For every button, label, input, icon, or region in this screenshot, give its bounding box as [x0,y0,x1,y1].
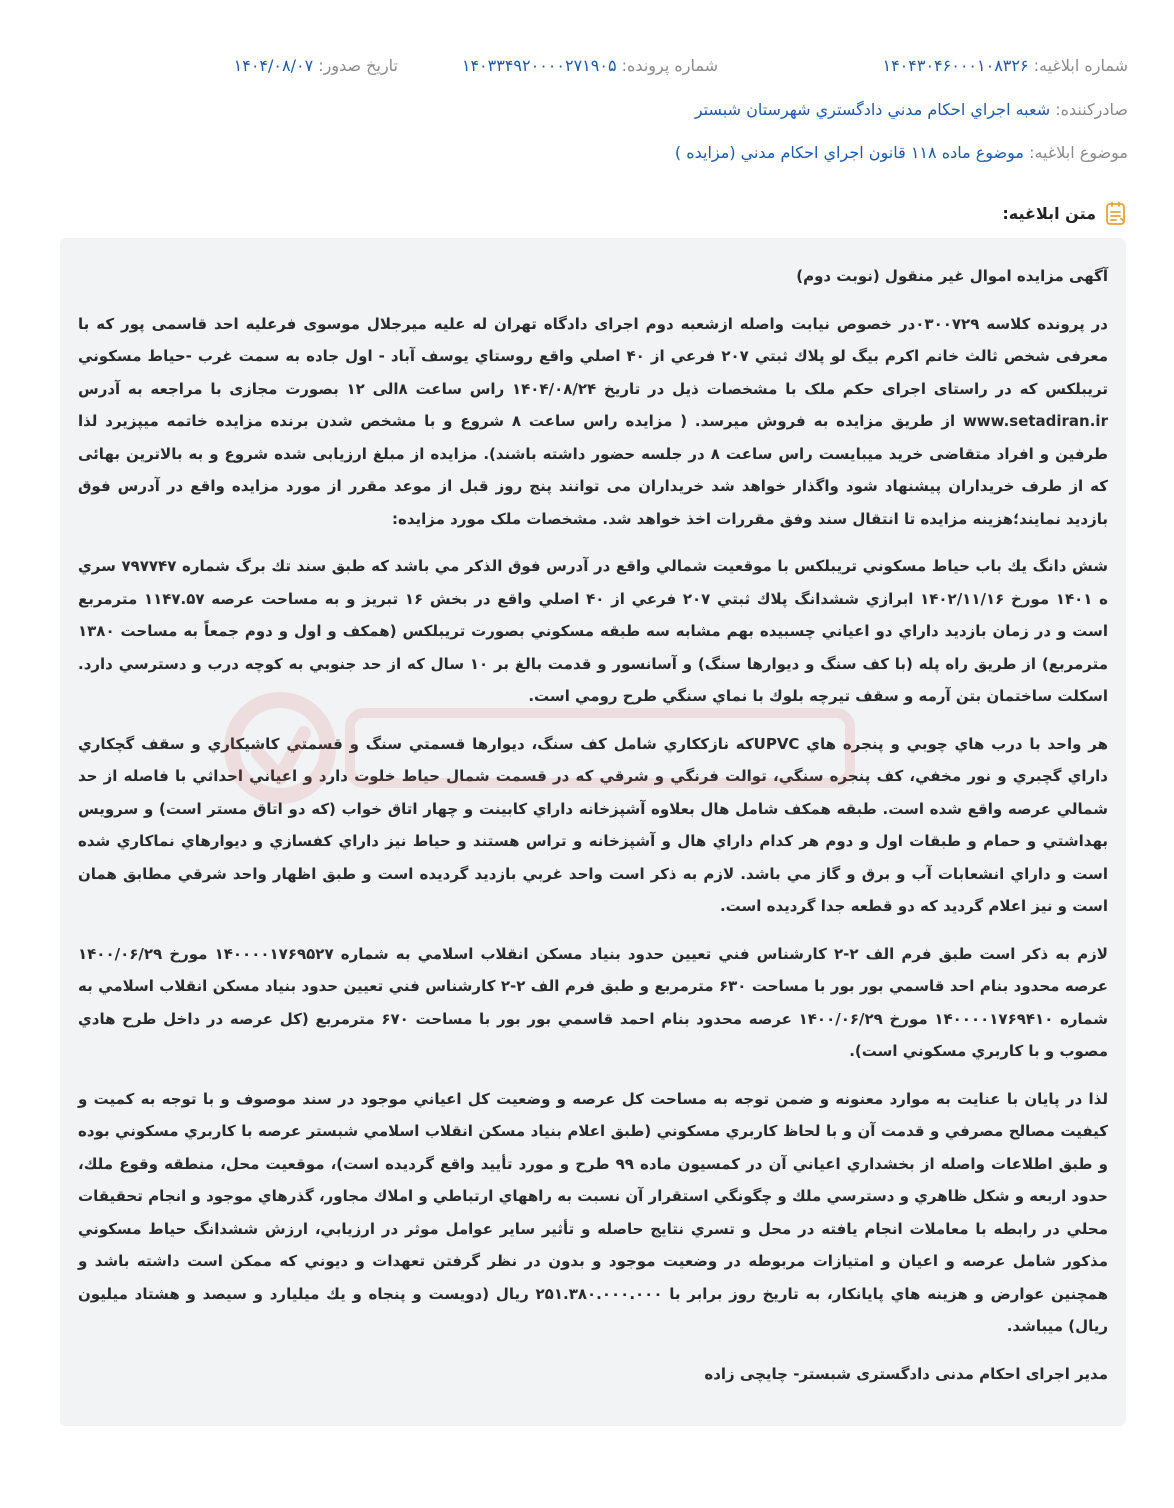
subject-label: موضوع ابلاغیه: [1029,143,1128,162]
case-number-label: شماره پرونده: [621,56,718,75]
issuer-line [46,100,1128,119]
notice-paragraph-boundaries: لازم به ذکر است طبق فرم الف ۲-۲ كارشناس فني تعيين حدود بنياد مسكن انقلاب اسلامي به شماره ۱۴۰۰۰۰۱۷۶۹۵۲۷ مورخ ۱۴۰۰/۰۶/۲۹ عرصه محدود بنام احد قاسمي بور بور با مساحت ۶۳۰ مترمربع و طبق فرم الف ۲-۲ كارشناس فني تعيين حدود بنياد مسكن انقلاب اسلامي به شماره ۱۴۰۰۰۰۱۷۶۹۴۱۰ مورخ ۱۴۰۰/۰۶/۲۹ عرصه محدود بنام احمد قاسمي بور بور با مساحت ۶۷۰ مترمربع (كل عرصه در داخل طرح هادي مصوب و با كاربري مسكوني است). [78,944,1108,1060]
notice-paragraph-property: شش دانگ يك باب حياط مسكوني تريبلكس با موقعيت شمالي واقع در آدرس فوق الذكر مي باشد كه طبق سند تك برگ شماره ۷۹۷۷۴۷ سري ه ۱۴۰۱ مورخ ۱۴۰۲/۱۱/۱۶ ابرازي ششدانگ پلاك ثبتي ۲۰۷ فرعي از ۴۰ اصلي واقع در بخش ۱۶ تبريز و به مساحت عرصه ۱۱۴۷.۵۷ مترمربع است و در زمان بازديد داراي دو اعياني چسبيده بهم مشابه سه طبقه مسكوني بصورت تريبلكس (همكف و اول و دوم جمعاً به مساحت ۱۳۸۰ مترمربع) از طريق راه پله (با كف سنگ و ديوارها سنگ) و آسانسور و قدمت بالغ بر ۱۰ سال كه از حد جنوبي به كوچه درب و دسترسي دارد. اسكلت ساختمان بتن آرمه و سقف تيرچه بلوك با نماي سنگي طرح رومي است. [78,557,1108,705]
document-text-icon [1104,200,1128,226]
case-number [462,56,718,75]
issuer-label: صادرکننده: [1055,100,1128,119]
notice-paragraph-valuation: لذا در پايان با عنايت به موارد معنونه و ضمن توجه به مساحت كل عرصه و وضعيت كل اعياني موجود در سند موصوف و با توجه به كميت و كيفيت مصالح مصرفي و قدمت آن و با لحاظ كاربري مسكوني (طبق اعلام بنياد مسكن انقلاب اسلامي شبستر عرصه با كاربري مسكوني بوده و طبق اطلاعات واصله از بخشداري اعياني آن در كمسيون ماده ۹۹ طرح و مورد تأييد واقع گرديده است)، موقعيت محل، منطقه وقوع ملك، حدود اربعه و شكل ظاهري و دسترسي ملك و چگونگي استقرار آن نسبت به راههاي ارتباطي و املاك مجاور، گذرهاي موجود و انجام تحقيقات محلي در رابطه با معاملات انجام يافته در محل و تسري نتايج حاصله و تأثير ساير عوامل موثر در ارزيابي، ارزش ششدانگ حياط مسكوني مذكور شامل عرصه و اعيان و امتيازات مربوطه در وضعيت موجود و بدون در نظر گرفتن تعهدات و ديوني كه ممكن است داشته باشد و همچنين عوارض و هزينه هاي پايانكار، به تاريخ روز برابر با ۲۵۱.۳۸۰.۰۰۰.۰۰۰ ريال (دويست و پنجاه و يك ميليارد و سيصد و هشتاد ميليون ريال) ميباشد. [78,1089,1109,1335]
case-number-value: ۱۴۰۳۳۴۹۲۰۰۰۰۲۷۱۹۰۵ [461,56,617,75]
issuer-value: شعبه اجراي احكام مدني دادگستري شهرستان شبستر [694,100,1051,119]
notice-meta-row [46,56,1128,82]
notice-number-label: شماره ابلاغیه: [1033,56,1128,75]
notice-paragraph-auction: در پرونده کلاسه ۰۳۰۰۷۲۹در خصوص نیابت واصله ازشعبه دوم اجرای دادگاه تهران له علیه میرجلال موسوی فرعلیه احد قاسمی پور که با معرفی شخص ثالث خانم اکرم بیگ لو پلاك ثبتي ۲۰۷ فرعي از ۴۰ اصلي واقع روستاي یوسف آباد - اول جاده به سمت غرب -حیاط مسکوني تریبلکس که در راستای اجرای حکم ملک با مشخصات ذیل در تاریخ ۱۴۰۴/۰۸/۲۴ راس ساعت ۸الی ۱۲ بصورت مجازی با مراجعه به آدرس www.setadiran.ir از طریق مزایده به فروش میرسد. ( مزایده راس ساعت ۸ شروع و با مشخص شدن برنده مزایده خاتمه میپزیرد لذا طرفین و افراد متقاضی خرید میبایست راس ساعت ۸ در جلسه حضور داشته باشند). مزایده از مبلغ ارزیابی شده شروع و به بالاترین بهائی که از طرف خریداران پیشنهاد شود واگذار خواهد شد خریداران می توانند پنج روز قبل از موعد مقرر از مورد مزایده واقع در آدرس فوق بازدید نمایند؛هزینه مزایده تا انتقال سند وفق مقررات اخذ خواهد شد. مشخصات ملک مورد مزایده: [78,314,1108,528]
subject-value: موضوع ماده ۱۱۸ قانون اجراي احكام مدني (مزايده ) [674,143,1024,162]
notice-number-value: ۱۴۰۴۳۰۴۶۰۰۰۱۰۸۳۲۶ [882,56,1029,75]
notice-text-heading [1002,200,1128,226]
issue-date-label: تاریخ صدور: [318,56,398,75]
notice-signature: مدیر اجرای احکام مدنی دادگستری شبستر- چایچی زاده [704,1364,1108,1383]
notice-number [882,56,1128,75]
notice-title: آگهی مزایده اموال غیر منقول (نوبت دوم) [796,267,1108,285]
issue-date-value: ۱۴۰۴/۰۸/۰۷ [233,56,314,75]
notice-body-box [60,238,1126,1426]
notice-paragraph-units: هر واحد با درب هاي چوبي و پنجره هاي UPVCكه نازككاري شامل كف سنگ، ديوارها قسمتي سنگ و قسمتي كاشيكاري و سقف گچكاري داراي گچبري و نور مخفي، كف پنجره سنگي، توالت فرنگي و شرقي كه در قسمت شمال حياط خلوت دارد و اعياني احداثي با فاصله از حد شمالي عرصه واقع شده است. طبقه همكف شامل هال بعلاوه آشپزخانه داراي كابينت و چهار اتاق خواب (كه دو اتاق مستر است) و سرويس بهداشتي و حمام و طبقات اول و دوم هر كدام داراي هال و آشپزخانه و تراس هستند و حياط نيز داراي كفسازي و ديوارهاي نماكاري شده است و داراي انشعابات آب و برق و گاز مي باشد. لازم به ذكر است واحد غربي بازديد گرديده است و طبق اظهار واحد شرقي مطابق همان است و نيز اعلام گرديد كه دو قطعه جدا گرديده است. [78,734,1108,915]
notice-text-title: متن ابلاغیه: [1002,203,1096,223]
issue-date [234,56,398,75]
subject-line [46,143,1128,162]
